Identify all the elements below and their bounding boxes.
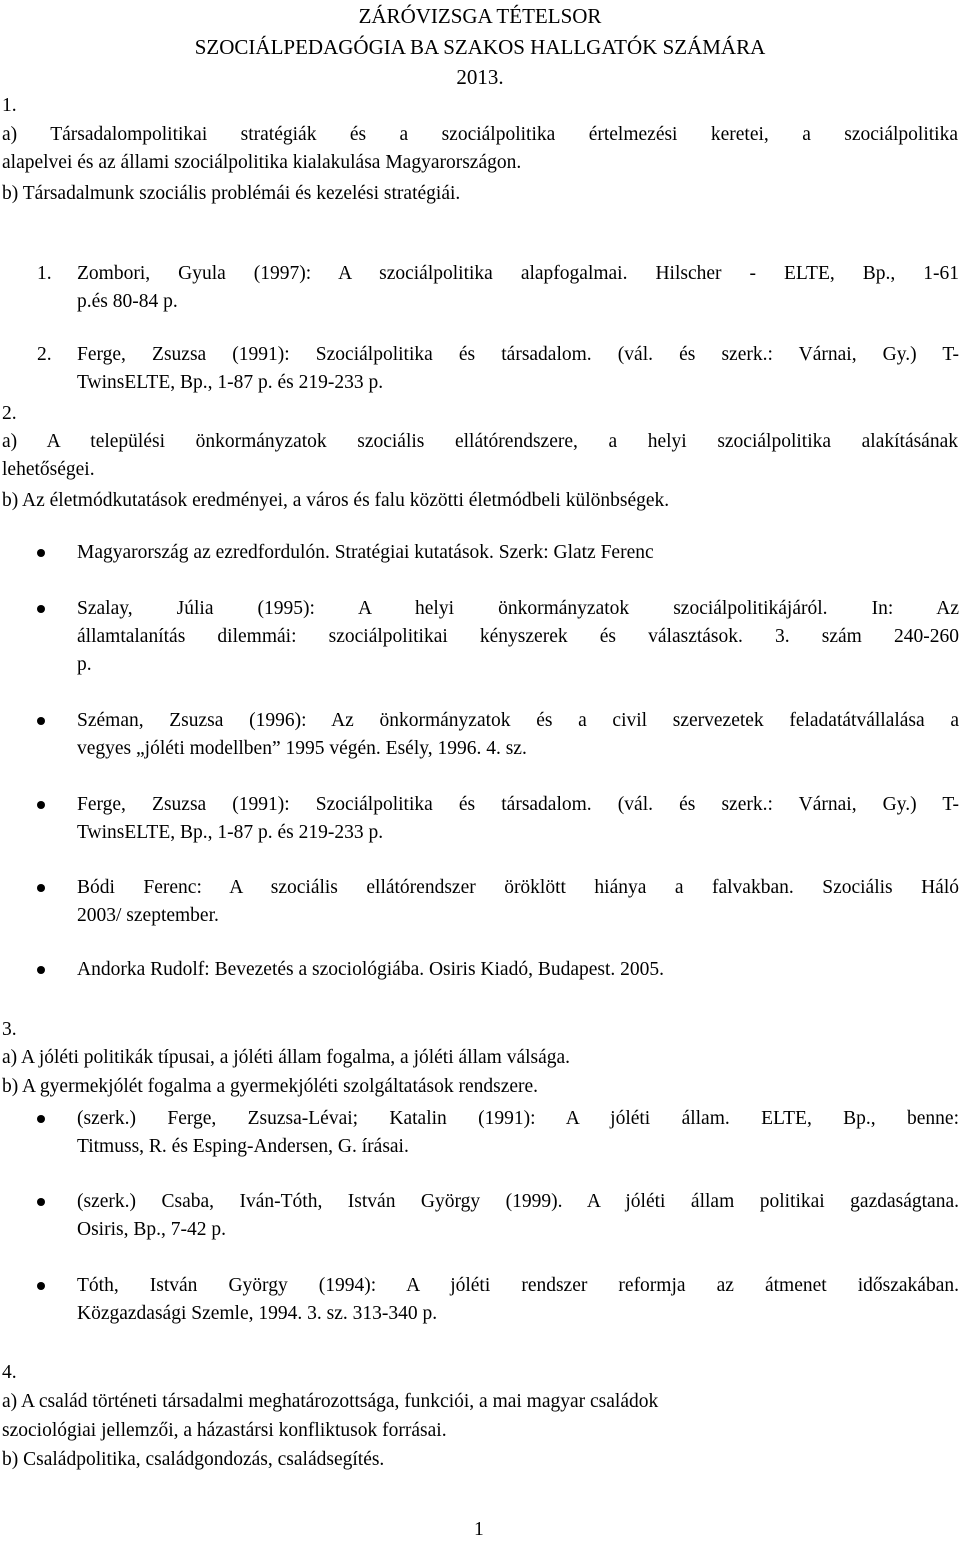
reference-line: vegyes „jóléti modellben” 1995 végén. Esély, 1996. 4. sz.: [77, 738, 527, 759]
section-1-topic-b: b) Társadalmunk szociális problémái és kezelési stratégiái.: [2, 183, 461, 204]
reference-line: p.és 80-84 p.: [77, 291, 178, 312]
section-3-ref-3: [77, 1272, 959, 1328]
document-subtitle: SZOCIÁLPEDAGÓGIA BA SZAKOS HALLGATÓK SZÁMÁRA: [194, 35, 766, 59]
bullet-icon: [37, 1198, 45, 1206]
document-year: 2013.: [456, 65, 504, 89]
reference-line: Bódi Ferenc: A szociális ellátórendszer öröklött hiánya a falvakban. Szociális Háló: [77, 877, 959, 898]
reference-line: Ferge, Zsuzsa (1991): Szociálpolitika és társadalom. (vál. és szerk.: Várnai, Gy.) T-: [77, 344, 959, 365]
reference-line: Zombori, Gyula (1997): A szociálpolitika alapfogalmai. Hilscher - ELTE, Bp., 1-61: [77, 263, 959, 284]
bullet-icon: [37, 605, 45, 613]
section-1-topic-a-line-1: a) Társadalompolitikai stratégiák és a szociálpolitika értelmezési keretei, a szociálpolitika: [2, 124, 958, 145]
reference-line: p.: [77, 654, 92, 675]
section-3-topic-a: a) A jóléti politikák típusai, a jóléti állam fogalma, a jóléti állam válsága.: [2, 1047, 571, 1068]
section-2-ref-4: [77, 791, 959, 847]
section-2-ref-1: [77, 539, 959, 567]
section-4-number: 4.: [2, 1362, 17, 1383]
section-4-topic-a-line-1: a) A család történeti társadalmi meghatározottsága, funkciói, a mai magyar családok: [2, 1391, 659, 1412]
bullet-icon: [37, 801, 45, 809]
page-number: 1: [474, 1519, 484, 1540]
section-1-topic-a-line-2: alapelvei és az állami szociálpolitika kialakulása Magyarországon.: [2, 152, 522, 173]
section-4-topic-a-line-2: szociológiai jellemzői, a házastársi konfliktusok forrásai.: [2, 1420, 447, 1441]
section-2-topic-a-line-2: lehetőségei.: [2, 459, 95, 480]
section-1-ref-2-number: 2.: [37, 344, 52, 365]
reference-line: (szerk.) Csaba, Iván-Tóth, István György (1999). A jóléti állam politikai gazdaságtana.: [77, 1191, 959, 1212]
reference-line: Titmuss, R. és Esping-Andersen, G. írásai.: [77, 1136, 409, 1157]
section-3-ref-1: [77, 1105, 959, 1161]
reference-line: Közgazdasági Szemle, 1994. 3. sz. 313-340 p.: [77, 1303, 438, 1324]
bullet-icon: [37, 1115, 45, 1123]
section-2-ref-5: [77, 874, 959, 930]
reference-line: (szerk.) Ferge, Zsuzsa-Lévai; Katalin (1991): A jóléti állam. ELTE, Bp., benne:: [77, 1108, 959, 1129]
reference-line: 2003/ szeptember.: [77, 905, 219, 926]
bullet-icon: [37, 884, 45, 892]
reference-line: államtalanítás dilemmái: szociálpolitikai kényszerek és választások. 3. szám 240-260: [77, 626, 959, 647]
bullet-icon: [37, 966, 45, 974]
section-3-ref-2: [77, 1188, 959, 1244]
section-2-topic-a: [2, 428, 958, 484]
section-2-topic-a-line-1: a) A települési önkormányzatok szociális ellátórendszere, a helyi szociálpolitika alakításának: [2, 431, 958, 452]
bullet-icon: [37, 717, 45, 725]
document-title: ZÁRÓVIZSGA TÉTELSOR: [358, 4, 602, 28]
section-1-number: 1.: [2, 95, 17, 116]
section-1-ref-2: [77, 341, 959, 397]
bullet-icon: [37, 549, 45, 557]
bullet-icon: [37, 1282, 45, 1290]
reference-line: Ferge, Zsuzsa (1991): Szociálpolitika és társadalom. (vál. és szerk.: Várnai, Gy.) T-: [77, 794, 959, 815]
reference-line: Andorka Rudolf: Bevezetés a szociológiába. Osiris Kiadó, Budapest. 2005.: [77, 959, 665, 980]
section-1-topic-a: [2, 121, 958, 177]
section-2-ref-3: [77, 707, 959, 763]
reference-line: TwinsELTE, Bp., 1-87 p. és 219-233 p.: [77, 822, 384, 843]
section-3-topic-b: b) A gyermekjólét fogalma a gyermekjóléti szolgáltatások rendszere.: [2, 1076, 539, 1097]
section-3-number: 3.: [2, 1019, 17, 1040]
section-2-ref-2: [77, 595, 959, 679]
section-1-ref-1: [77, 260, 959, 316]
reference-line: TwinsELTE, Bp., 1-87 p. és 219-233 p.: [77, 372, 384, 393]
section-1-ref-1-number: 1.: [37, 263, 52, 284]
reference-line: Szalay, Júlia (1995): A helyi önkormányzatok szociálpolitikájáról. In: Az: [77, 598, 959, 619]
section-2-number: 2.: [2, 403, 17, 424]
section-4-topic-b: b) Családpolitika, családgondozás, családsegítés.: [2, 1449, 385, 1470]
section-2-ref-6: [77, 956, 959, 984]
reference-line: Széman, Zsuzsa (1996): Az önkormányzatok és a civil szervezetek feladatátvállalása a: [77, 710, 959, 731]
reference-line: Magyarország az ezredfordulón. Stratégiai kutatások. Szerk: Glatz Ferenc: [77, 542, 654, 563]
reference-line: Osiris, Bp., 7-42 p.: [77, 1219, 226, 1240]
reference-line: Tóth, István György (1994): A jóléti rendszer reformja az átmenet időszakában.: [77, 1275, 959, 1296]
section-2-topic-b: b) Az életmódkutatások eredményei, a város és falu közötti életmódbeli különbségek.: [2, 490, 670, 511]
